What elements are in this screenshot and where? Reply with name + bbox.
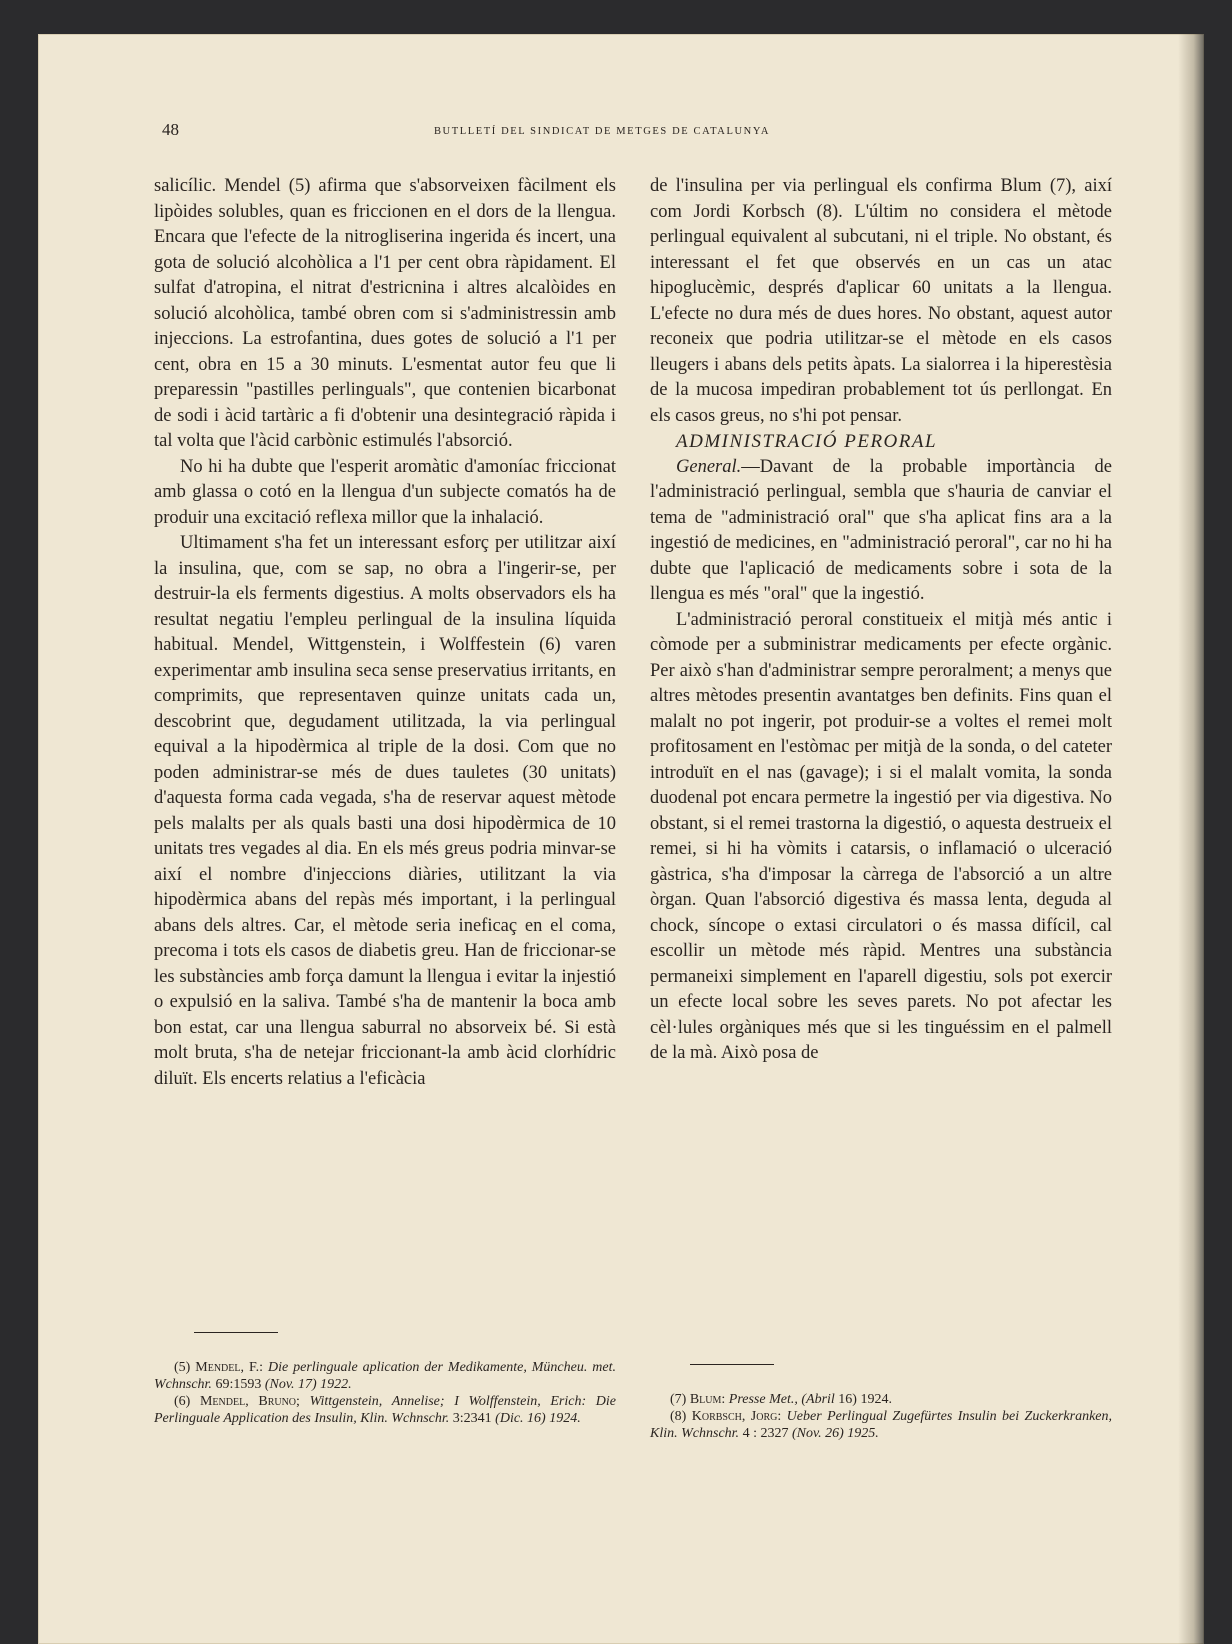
paragraph: No hi ha dubte que l'esperit aromàtic d'amoníac friccionat amb glassa o cotó en la llengua d'un subjecte comatós ha de produir una excitació reflexa millor que la inhalació.: [154, 456, 616, 528]
left-column: [154, 174, 616, 1092]
footnote-author: Korbsch, Jorg:: [691, 1409, 782, 1424]
footnote-number: (7): [670, 1392, 687, 1407]
paragraph: salicílic. Mendel (5) afirma que s'absorveixen fàcilment els lipòides solubles, quan es friccionen en el dors de la llengua. Encara que l'efecte de la nitrogliserina ingerida és incert, una gota de solució alcohòlica a l'1 per cent obra ràpidament. El sulfat d'atropina, el nitrat d'estricnina i altres alcalòides en solució alcohòlica, també obren com si s'administressin amb injeccions. La estrofantina, dues gotes de solució a l'1 per cent, obra en 15 a 30 minuts. L'esmentat autor feu que li preparessin "pastilles perlinguals", que contenien bicarbonat de sodi i àcid tartàric a fi d'obtenir una desintegració ràpida i tal volta que l'àcid carbònic estimulés l'absorció.: [154, 176, 616, 451]
footnote: [650, 1408, 1112, 1442]
footnotes-right: [650, 1364, 1112, 1442]
footnote-ref: 3:2341: [452, 1411, 492, 1426]
paragraph: [650, 455, 1112, 608]
footnote-number: (8): [670, 1409, 687, 1424]
footnote: [650, 1391, 1112, 1408]
footnote-title: Wittgenstein, Annelise; I Wolffenstein, Erich: Die Perlinguale Application des Insulin, Klin. Wchnschr.: [154, 1394, 617, 1426]
footnotes-left: [154, 1332, 616, 1427]
paragraph-text: —Davant de la probable importància de l'administració perlingual, sembla que s'hauria de canviar el tema de "administració oral" que s'ha aplicat fins ara a la ingestió de medicines, en "administració peroral", car no hi ha dubte que l'aplicació de medicaments sobre i sota de la llengua es més "oral" que la ingestió.: [650, 456, 1112, 604]
page-number: 48: [162, 120, 179, 139]
paragraph: Ultimament s'ha fet un interessant esforç per utilitzar així la insulina, que, com se sap, no obra a l'ingerir-se, per destruir-la els ferments digestius. A molts observadors els ha resultat negatiu l'empleu perlingual de la insulina líquida habitual. Mendel, Wittgenstein, i Wolffestein (6) varen experimentar amb insulina seca sense preservatius irritants, en comprimits, que representaven quinze unitats cada un, descobrint que, degudament utilitzada, la via perlingual equival a la hipodèrmica al triple de la dosi. Com que no poden administrar-se més de dues tauletes (30 unitats) d'aquesta forma cada vegada, s'ha de reservar aquest mètode pels malalts per als quals basti una dosi hipodèrmica de 10 unitats tres vegades al dia. En els més greus podria minvar-se així el nombre d'injeccions diàries, utilitzant la via hipodèrmica abans del repàs més important, i la perlingual abans dels altres. Car, el mètode seria ineficaç en el coma, precoma i tots els casos de diabetis greu. Han de friccionar-se les substàncies amb força damunt la llengua i evitar la injestió o expulsió en la saliva. També s'ha de mantenir la boca amb bon estat, car una llengua saburral no absorveix bé. Si està molt bruta, s'ha de netejar friccionant-la amb àcid clorhídric diluït. Els encerts relatius a l'eficàcia: [154, 533, 616, 1089]
footnote-title: Presse Met., (Abril: [728, 1392, 835, 1407]
page-header: [162, 120, 1042, 150]
footnote-number: (6): [174, 1394, 191, 1409]
footnote-date: (Nov. 17) 1922.: [264, 1377, 352, 1392]
footnote-date: (Dic. 16) 1924.: [495, 1411, 581, 1426]
footnote-rule: [194, 1332, 278, 1333]
footnote-author: Mendel, F.:: [195, 1360, 263, 1375]
footnote-date: (Nov. 26) 1925.: [791, 1426, 879, 1441]
section-title: ADMINISTRACIÓ PERORAL: [676, 431, 938, 452]
footnote-ref: 16) 1924.: [838, 1392, 892, 1407]
running-head: BUTLLETÍ DEL SINDICAT DE METGES DE CATALUNYA: [433, 126, 771, 137]
footnote-ref: 4 : 2327: [742, 1426, 789, 1441]
footnote-number: (5): [174, 1360, 191, 1375]
paragraph-lead: General.: [676, 456, 742, 477]
footnote-ref: 69:1593: [215, 1377, 262, 1392]
footnote: [154, 1393, 616, 1427]
paragraph: de l'insulina per via perlingual els confirma Blum (7), així com Jordi Korbsch (8). L'últim no considera el mètode perlingual equivalent al subcutani, ni el triple. No obstant, és interessant el fet que observés en un cas un atac hipoglucèmic, després d'aplicar 60 unitats a la llengua. L'efecte no dura més de dues hores. No obstant, aquest autor reconeix que podria utilitzar-se el mètode en els casos lleugers i abans dels petits àpats. La sialorrea i la hiperestèsia de la mucosa impediran probablement tot ús perllongat. En els casos greus, no s'hi pot pensar.: [650, 176, 1112, 426]
scanned-page: [38, 34, 1204, 1644]
right-column: [650, 174, 1112, 1067]
footnote-author: Mendel, Bruno;: [199, 1394, 300, 1409]
footnote: [154, 1359, 616, 1393]
footnote-rule: [690, 1364, 774, 1365]
footnote-author: Blum:: [689, 1392, 726, 1407]
paragraph: L'administració peroral constitueix el mitjà més antic i còmode per a subministrar medicaments per efecte orgànic. Per això s'han d'administrar sempre peroralment; a menys que altres mètodes presentin avantatges ben definits. Fins quan el malalt no pot ingerir, pot produir-se a voltes el remei molt profitosament en l'estòmac per mitjà de la sonda, o del cateter introduït en el nas (gavage); i si el malalt vomita, la sonda duodenal pot encara permetre la ingestió per via digestiva. No obstant, si el remei trastorna la digestió, o aquesta destrueix el remei, si hi ha vòmits i catarsis, o inflamació o ulceració gàstrica, s'ha d'imposar la càrrega de l'absorció a un altre òrgan. Quan l'absorció digestiva és massa lenta, deguda al chock, síncope o extasi circulatori o és massa difícil, cal escollir un mètode més ràpid. Mentres una substància permaneixi simplement en l'aparell digestiu, sols pot exercir un efecte local sobre les seves parets. No pot afectar les cèl·lules orgàniques més que si les tinguéssim en el palmell de la mà. Això posa de: [650, 609, 1112, 1063]
footnote-title: Ueber Perlingual Zugefürtes Insulin bei Zuckerkranken, Klin. Wchnschr.: [650, 1409, 1112, 1441]
footnote-title: Die perlinguale aplication der Medikamente, Müncheu. met. Wchnschr.: [154, 1360, 617, 1392]
